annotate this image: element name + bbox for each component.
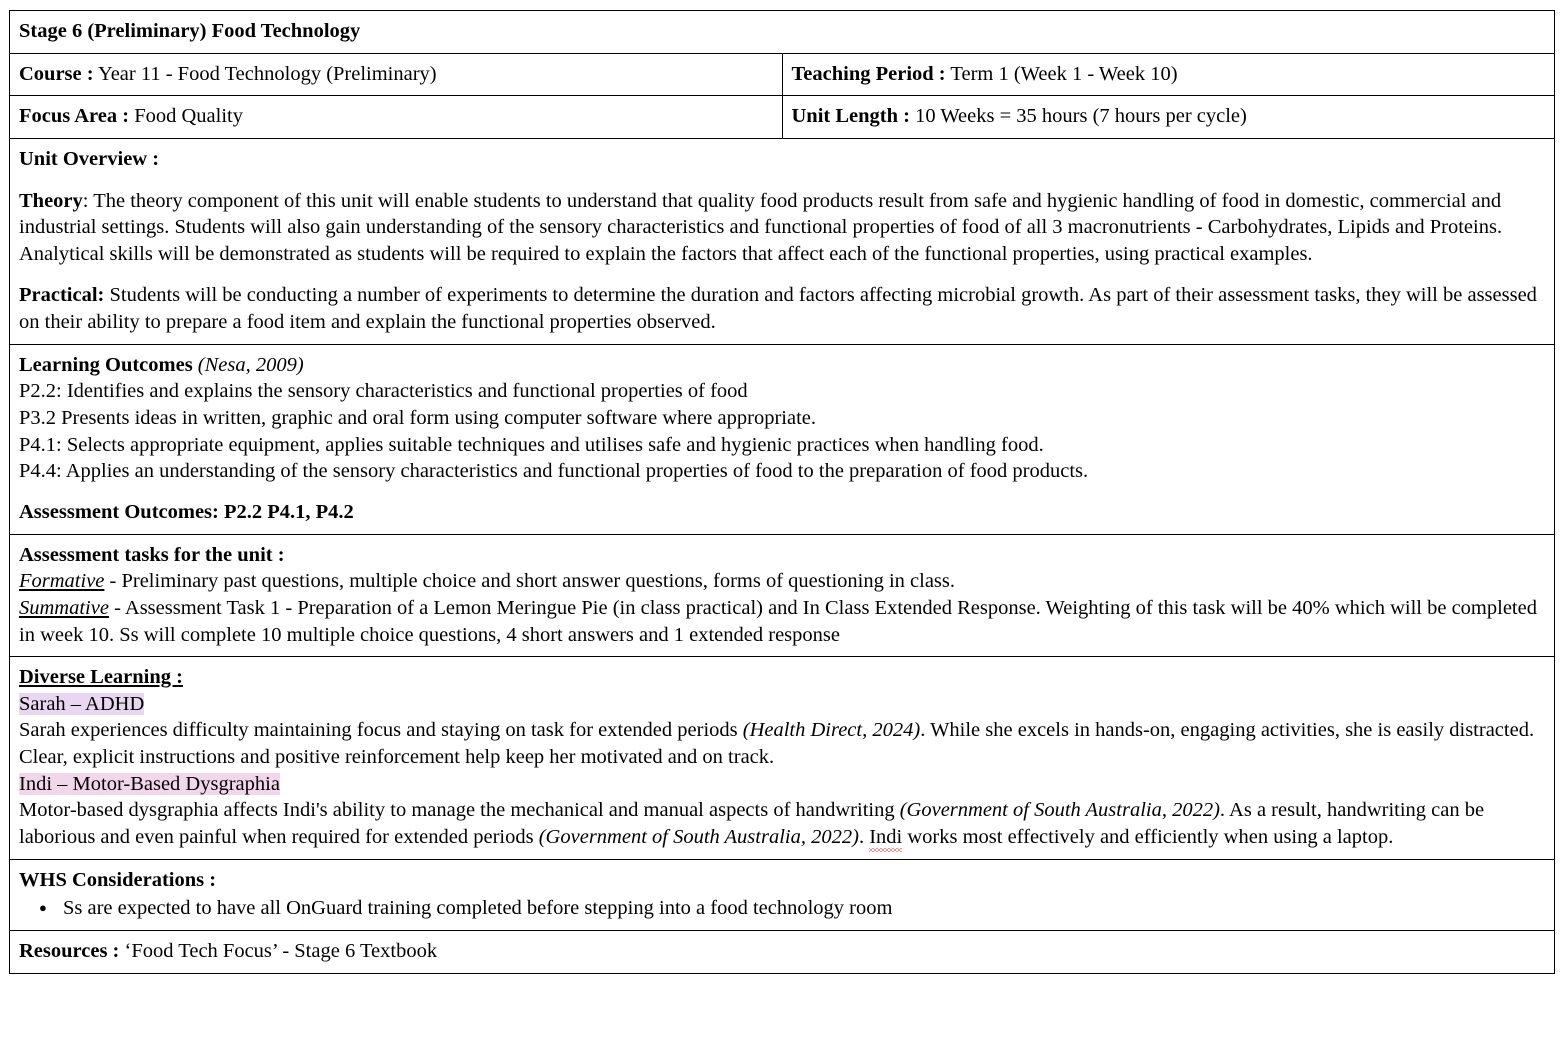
resources-cell [10, 930, 1555, 973]
table-row-whs [10, 859, 1555, 930]
formative-text: - Preliminary past questions, multiple choice and short answer questions, forms of questioning in class. [104, 570, 956, 593]
resources-field [19, 938, 1545, 965]
sarah-citation-1: (Health Direct, 2024) [742, 719, 921, 742]
table-row-diverse-learning [10, 657, 1555, 859]
unit-overview-cell [10, 138, 1555, 344]
unit-length-label: Unit Length : [791, 105, 910, 128]
indi-citation-1: (Government of South Australia, 2022) [899, 799, 1220, 822]
teaching-period-field [792, 61, 1546, 88]
whs-heading: WHS Considerations : [19, 868, 217, 891]
table-row-unit-overview [10, 138, 1555, 344]
course-label: Course : [19, 62, 94, 85]
assessment-outcomes: Assessment Outcomes: P2.2 P4.1, P4.2 [19, 500, 354, 523]
table-row-focus-area [10, 96, 1555, 139]
learning-outcomes-cell [10, 344, 1555, 534]
unit-overview-heading: Unit Overview : [19, 147, 160, 170]
indi-text-3: . [858, 826, 870, 849]
course-cell [10, 53, 783, 96]
table-row-course [10, 53, 1555, 96]
unit-length-cell [782, 96, 1555, 139]
practical-text: Students will be conducting a number of experiments to determine the duration and factors affecting microbial growth. As part of their assessment tasks, they will be assessed on their ability to prepare a food item and explain the functional properties observed. [19, 284, 1537, 334]
unit-outline-table [9, 10, 1555, 974]
document-title-cell [10, 11, 1555, 54]
teaching-period-value: Term 1 (Week 1 - Week 10) [945, 62, 1178, 85]
indi-text-4: works most effectively and efficiently when using a laptop. [902, 826, 1394, 849]
sarah-text-2: . While she excels in hands-on, engaging activities, she is easily distracted. Clear, explicit instructions and positive reinforcement help keep her motivated and on track. [19, 719, 1535, 769]
student-sarah-heading-line [19, 691, 1545, 718]
page-title: Stage 6 (Preliminary) Food Technology [19, 20, 361, 42]
resources-label: Resources : [19, 939, 120, 962]
learning-outcomes-heading: Learning Outcomes [19, 353, 193, 376]
table-row-assessment-tasks [10, 534, 1555, 657]
teaching-period-label: Teaching Period : [791, 62, 946, 85]
theory-label: Theory [19, 189, 83, 212]
student-indi-heading-line [19, 771, 1545, 798]
focus-area-value: Food Quality [129, 105, 243, 128]
assessment-tasks-heading: Assessment tasks for the unit : [19, 543, 285, 566]
indi-text-1: Motor-based dysgraphia affects Indi's ability to manage the mechanical and manual aspects of handwriting [19, 799, 900, 822]
learning-outcome-item: P3.2 Presents ideas in written, graphic and oral form using computer software where appropriate. [19, 407, 816, 430]
unit-length-field [792, 103, 1546, 130]
whs-list [19, 895, 1545, 922]
table-row-learning-outcomes [10, 344, 1555, 534]
focus-area-label: Focus Area : [19, 105, 130, 128]
whs-cell [10, 859, 1555, 930]
assessment-task-summative [19, 595, 1545, 648]
unit-overview-theory [19, 188, 1545, 268]
spellcheck-misspelled-word[interactable]: Indi [869, 824, 902, 851]
sarah-text-1: Sarah experiences difficulty maintaining focus and staying on task for extended periods [19, 719, 743, 742]
learning-outcomes-citation: (Nesa, 2009) [192, 353, 304, 376]
student-indi-highlight: Indi – Motor-Based Dysgraphia [19, 772, 280, 795]
diverse-learning-heading: Diverse Learning : [19, 666, 183, 689]
learning-outcome-item: P2.2: Identifies and explains the sensory characteristics and functional properties of food [19, 380, 748, 403]
course-value: Year 11 - Food Technology (Preliminary) [93, 62, 437, 85]
student-sarah-highlight: Sarah – ADHD [19, 692, 145, 715]
unit-length-value: 10 Weeks = 35 hours (7 hours per cycle) [909, 105, 1247, 128]
assessment-task-formative [19, 568, 1545, 595]
summative-text: - Assessment Task 1 - Preparation of a Lemon Meringue Pie (in class practical) and In Class Extended Response. Weighting of this task will be 40% which will be completed in week 10. Ss will complete 10 multiple choice questions, 4 short answers and 1 extended response [19, 596, 1537, 646]
learning-outcome-item: P4.4: Applies an understanding of the sensory characteristics and functional properties of food to the preparation of food products. [19, 460, 1089, 483]
diverse-learning-cell [10, 657, 1555, 859]
list-item: ● Ss are expected to have all OnGuard training completed before stepping into a food technology room [63, 895, 1545, 922]
learning-outcome-item: P4.1: Selects appropriate equipment, applies suitable techniques and utilises safe and hygienic practices when handling food. [19, 433, 1044, 456]
student-indi-description [19, 797, 1545, 850]
focus-area-cell [10, 96, 783, 139]
table-row-title [10, 11, 1555, 54]
resources-value: ‘Food Tech Focus’ - Stage 6 Textbook [119, 939, 438, 962]
teaching-period-cell [782, 53, 1555, 96]
table-row-resources [10, 930, 1555, 973]
assessment-tasks-cell [10, 534, 1555, 657]
practical-label: Practical: [19, 284, 105, 307]
learning-outcomes-heading-line [19, 352, 1545, 379]
focus-area-field [19, 103, 773, 130]
unit-overview-practical [19, 282, 1545, 335]
formative-label: Formative [19, 570, 105, 593]
indi-text-2: . As a result, handwriting can be laborious and even painful when required for extended periods [19, 799, 1485, 849]
indi-citation-2: (Government of South Australia, 2022) [538, 826, 859, 849]
summative-label: Summative [19, 596, 109, 619]
student-sarah-description [19, 717, 1545, 770]
course-field [19, 61, 773, 88]
theory-text: : The theory component of this unit will enable students to understand that quality food products result from safe and hygienic handling of food in domestic, commercial and industrial settings. Students will also gain understanding of the sensory characteristics and functional properties of food of all 3 macronutrients - Carbohydrates, Lipids and Proteins. Analytical skills will be demonstrated as students will be required to explain the factors that affect each of the functional properties, using practical examples. [19, 189, 1503, 265]
